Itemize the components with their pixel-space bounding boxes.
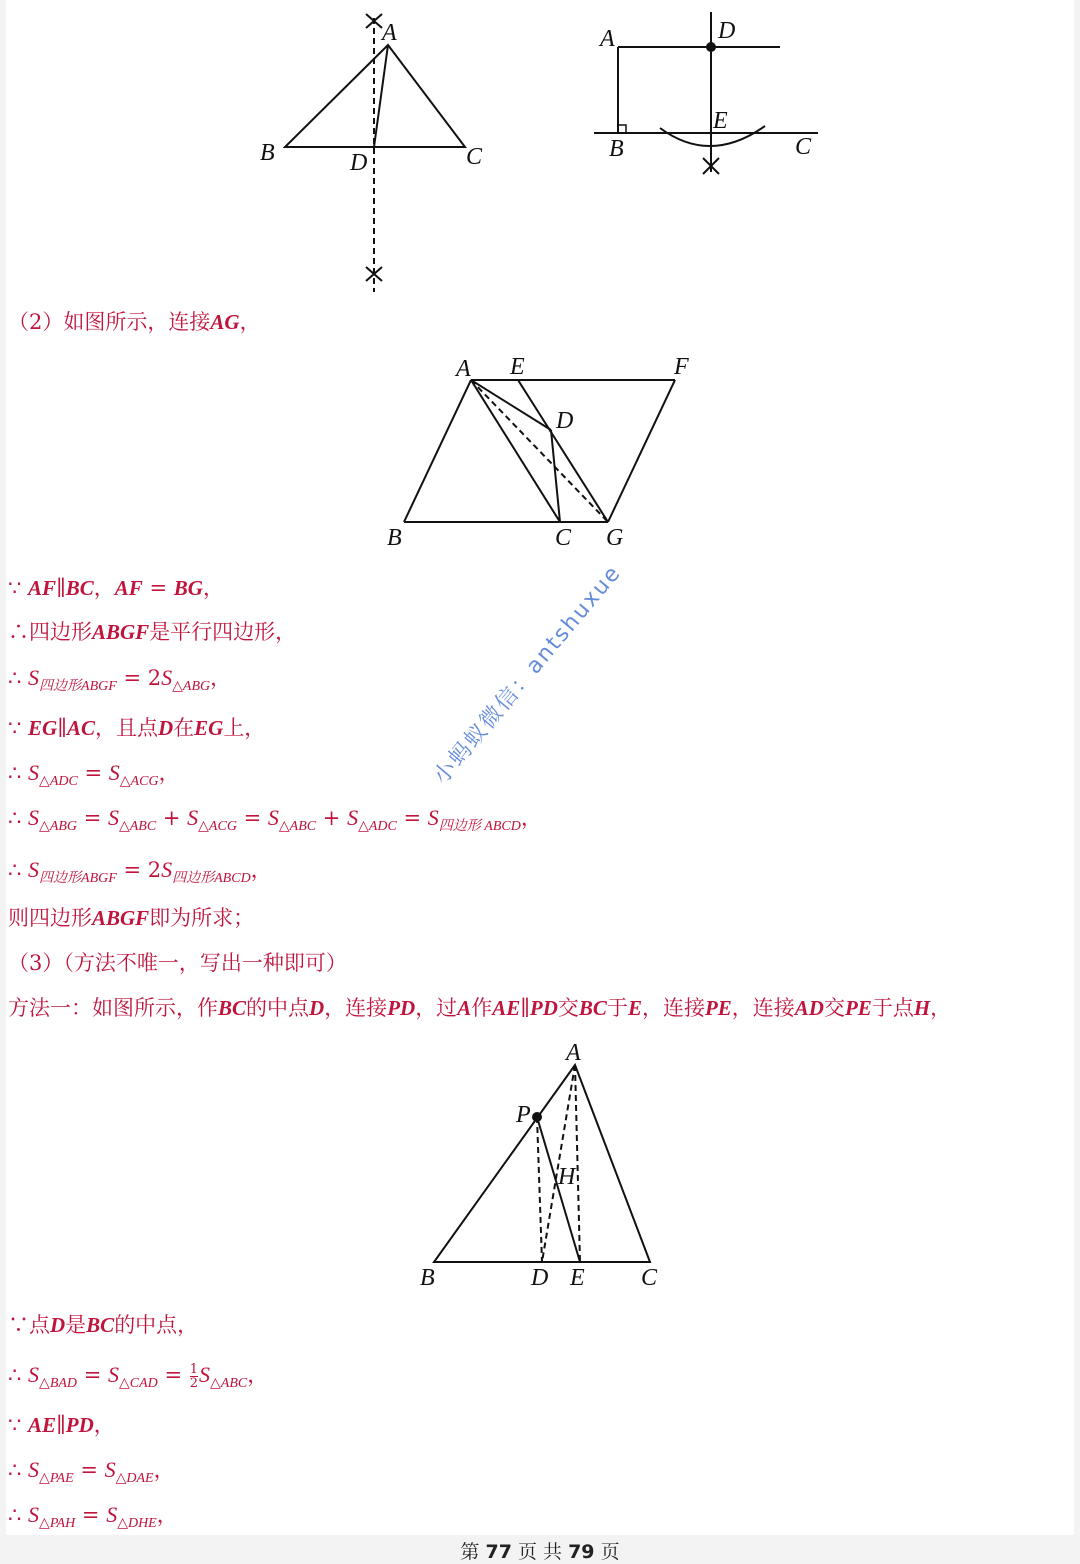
- triangle-abc: [434, 1065, 650, 1262]
- label-c: C: [641, 1265, 658, 1291]
- label-p: P: [516, 1102, 531, 1128]
- part3-intro: （3）（方法不唯一，写出一种即可）: [8, 951, 347, 975]
- figure-triangle-bisector: [250, 10, 510, 300]
- method-line-2: ∴ $S_{\triangle BAD} = S_{\triangle CAD}$ = $\frac{1}{2}$ $S_{\triangle ABC}$，: [8, 1362, 269, 1391]
- figure-perpendicular-construction: [590, 10, 830, 190]
- label-c: C: [795, 134, 812, 160]
- part3-method: 方法一：如图所示，作BC的中点D，连接PD，过A作AE∥PD交BC于E，连接PE，连接AD交PE于点H，: [8, 996, 952, 1020]
- proof-line-4: ∵ EG∥AC，且点D在EG上，: [8, 716, 266, 740]
- proof-line-5: ∴ $S_{\triangle ADC} = S_{\triangle ACG}$，: [8, 760, 180, 789]
- label-a: A: [456, 356, 471, 382]
- label-e: E: [510, 354, 525, 380]
- label-g: G: [606, 525, 624, 551]
- proof-line-6: ∴ $S_{\triangle ABG} = S_{\triangle ABC} + S_{\triangle ACG} = S_{\triangle ABC} + S_{\triangle ADC} = S_{四边形 ABCD}$，: [8, 805, 542, 834]
- part2-intro: （2）如图所示，连接AG，: [8, 310, 261, 334]
- label-a: A: [382, 20, 397, 46]
- figure-triangle-point-p: [410, 1035, 670, 1300]
- line-eg: [518, 380, 608, 522]
- fraction-half: $\frac{1}{2}$: [189, 1362, 198, 1391]
- segment-ad: [374, 45, 388, 147]
- label-b: B: [387, 525, 402, 551]
- label-e: E: [570, 1265, 585, 1291]
- figure-parallelogram: [380, 350, 710, 550]
- watermark: 小蚂蚁微信：antshuxue: [428, 560, 627, 790]
- line-ag-dashed: [471, 380, 608, 522]
- footer-post: 页: [600, 1541, 620, 1563]
- label-d: D: [531, 1265, 549, 1291]
- label-b: B: [420, 1265, 435, 1291]
- method-line-4: ∴ $S_{\triangle PAE} = S_{\triangle DAE}$，: [8, 1457, 175, 1486]
- line-ab: [404, 380, 471, 522]
- label-a: A: [566, 1040, 581, 1066]
- footer-page: 77: [485, 1541, 512, 1563]
- label-f: F: [674, 354, 689, 380]
- proof-line-2: ∴四边形ABGF是平行四边形，: [8, 620, 297, 644]
- proof-line-7: ∴ $S_{四边形ABGF} = 2S_{四边形ABCD}$，: [8, 857, 272, 886]
- arc-mark-top: [366, 14, 382, 28]
- proof-line-1: ∵ AF∥BC，AF = BG，: [8, 576, 224, 600]
- label-a: A: [600, 26, 615, 52]
- line-ad: [471, 380, 551, 430]
- label-d: D: [718, 18, 736, 44]
- method-line-3: ∵ AE∥PD，: [8, 1413, 115, 1437]
- page-footer: [0, 1537, 1080, 1564]
- label-c: C: [555, 525, 572, 551]
- right-angle-mark: [618, 125, 626, 133]
- proof-line-8: 则四边形ABGF即为所求；: [8, 906, 255, 930]
- line-ae-dashed: [575, 1065, 580, 1262]
- label-d: D: [556, 408, 574, 434]
- proof-line-3: ∴ $S_{四边形ABGF} = 2S_{\triangle ABG}$，: [8, 665, 232, 694]
- line-pd-dashed: [537, 1117, 542, 1262]
- label-b: B: [260, 140, 275, 166]
- footer-total: 79: [568, 1541, 595, 1563]
- label-h: H: [558, 1164, 576, 1190]
- point-p: [532, 1112, 542, 1122]
- method-line-5: ∴ $S_{\triangle PAH} = S_{\triangle DHE}$，: [8, 1502, 178, 1531]
- label-b: B: [609, 136, 624, 162]
- label-c: C: [466, 144, 483, 170]
- method-line-1: ∵点D是BC的中点，: [8, 1313, 199, 1337]
- footer-pre: 第: [460, 1541, 480, 1563]
- label-d: D: [350, 150, 368, 176]
- footer-mid: 页 共: [517, 1541, 563, 1563]
- point-d: [706, 42, 716, 52]
- line-fg: [608, 380, 675, 522]
- label-e: E: [713, 108, 728, 134]
- line-ac: [471, 380, 560, 522]
